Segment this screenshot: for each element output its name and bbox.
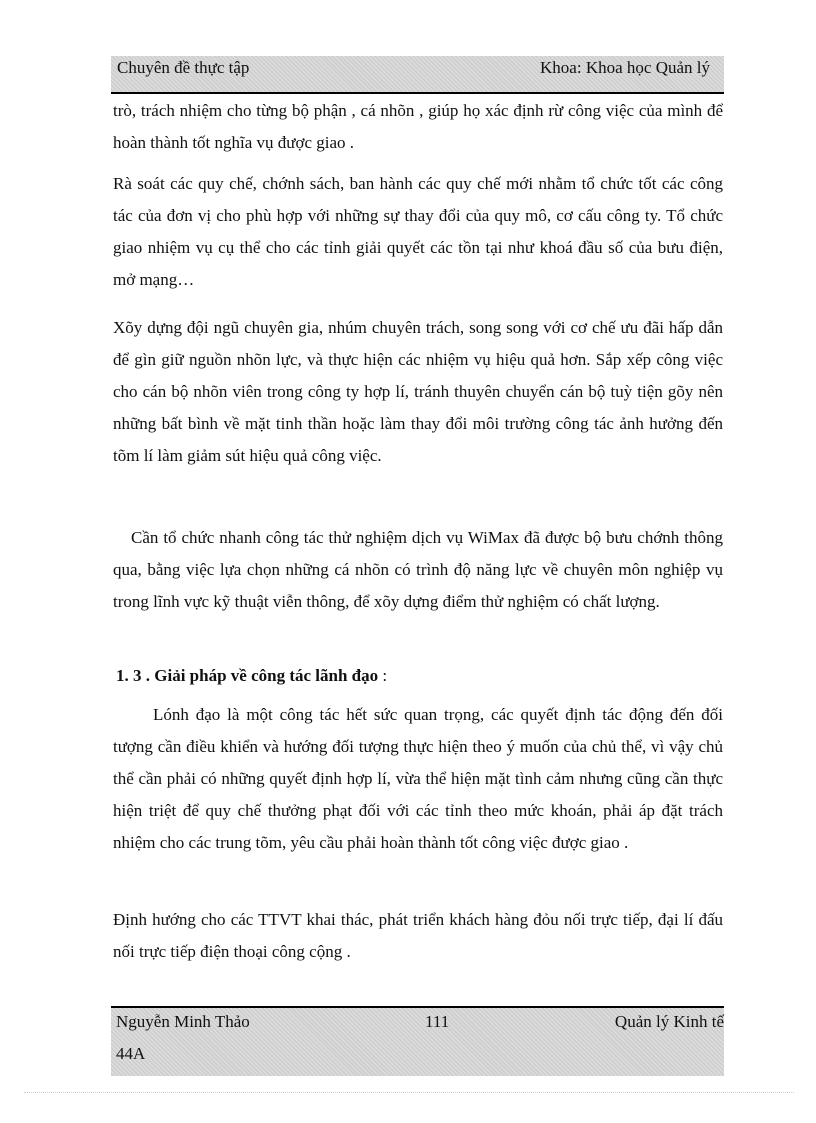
page-number: 111 <box>425 1012 450 1031</box>
paragraph-4: Cần tổ chức nhanh công tác thử nghiệm dịch vụ WiMax đã được bộ bưu chớnh thông qua, bằng việc lựa chọn những cá nhõn có trình độ năng lực về chuyên môn nghiệp vụ trong lĩnh vực kỹ thuật viễn thông, để xõy dựng điểm thử nghiệm có chất lượng. <box>113 528 723 611</box>
paragraph-1: trò, trách nhiệm cho từng bộ phận , cá nhõn , giúp họ xác định rừ công việc của mình để hoàn thành tốt nghĩa vụ được giao . <box>113 101 723 152</box>
page-header <box>111 56 724 94</box>
footer-department: Quản lý Kinh tế <box>614 1012 724 1031</box>
section-heading <box>116 660 716 692</box>
footer-class: 44A <box>116 1044 146 1063</box>
bottom-divider <box>24 1092 794 1093</box>
header-right-title: Khoa: Khoa học Quản lý <box>540 58 710 77</box>
page-footer <box>111 1006 724 1076</box>
paragraph-3: Xõy dựng đội ngũ chuyên gia, nhúm chuyên trách, song song với cơ chế ưu đãi hấp dẫn để gìn giữ nguồn nhõn lực, và thực hiện các nhiệm vụ hiệu quả hơn. Sắp xếp công việc cho cán bộ nhõn viên trong công ty hợp lí, tránh thuyên chuyển cán bộ tuỳ tiện gõy nên những bất bình về mặt tinh thần hoặc làm thay đổi môi trường công tác ảnh hưởng đến tõm lí làm giảm sút hiệu quả công việc. <box>113 318 723 465</box>
paragraph-2: Rà soát các quy chế, chớnh sách, ban hành các quy chế mới nhằm tổ chức tốt các công tác của đơn vị cho phù hợp với những sự thay đổi của quy mô, cơ cấu công ty. Tổ chức giao nhiệm vụ cụ thể cho các tỉnh giải quyết các tồn tại như khoá đầu số của bưu điện, mở mạng… <box>113 174 723 289</box>
paragraph-6: Định hướng cho các TTVT khai thác, phát triển khách hàng đỏu nối trực tiếp, đại lí đấu nối trực tiếp điện thoại công cộng . <box>113 910 723 961</box>
paragraph-5: Lónh đạo là một công tác hết sức quan trọng, các quyết định tác động đến đối tượng cần điều khiển và hướng đối tượng thực hiện theo ý muốn của chủ thể, vì vậy chủ thể cần phải có những quyết định hợp lí, vừa thể hiện mặt tình cảm nhưng cũng cần thực hiện triệt để quy chế thưởng phạt đối với các tỉnh theo mức khoán, phải áp đặt trách nhiệm cho các trung tõm, yêu cầu phải hoàn thành tốt công việc được giao . <box>113 705 723 852</box>
section-heading-colon: : <box>378 666 388 685</box>
section-heading-text: 1. 3 . Giải pháp về công tác lãnh đạo <box>116 666 379 685</box>
header-left-title: Chuyên đề thực tập <box>117 58 250 77</box>
footer-author: Nguyễn Minh Thảo <box>116 1012 250 1031</box>
